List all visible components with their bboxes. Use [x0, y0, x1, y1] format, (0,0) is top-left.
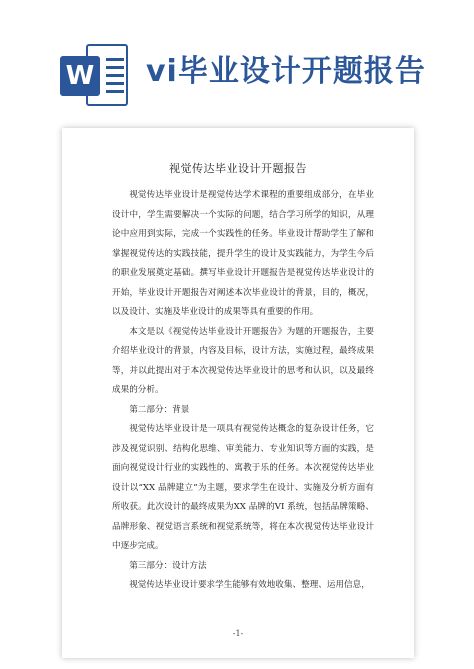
document-page — [62, 128, 414, 658]
document-title: 视觉传达毕业设计开题报告 — [169, 162, 307, 175]
paragraph: 视觉传达毕业设计是一项具有视觉传达概念的复杂设计任务，它涉及视觉识别、结构化思维、审美能力、专业知识等方面的实践，是面向视觉设计行业的实践性的、寓教于乐的任务。本次视觉传达毕业设计以“XX 品牌建立”为主题，要求学生在设计、实施及分析方面有所收获。此次设计的最终成果为XX 品牌的VI 系统，包括品牌策略、品牌形象、视觉语言系统和视觉系统等，将在本次视觉传达毕业设计中逐步完成。 — [112, 424, 374, 551]
banner-title: vi毕业设计开题报告 — [146, 54, 426, 89]
page-number: -1- — [232, 629, 244, 638]
header-banner — [0, 0, 474, 120]
word-document-icon — [60, 44, 130, 106]
paragraph: 视觉传达毕业设计要求学生能够有效地收集、整理、运用信息， — [129, 580, 370, 590]
document-body — [62, 186, 414, 596]
word-logo-badge: W — [60, 56, 100, 96]
section-heading: 第二部分：背景 — [129, 404, 190, 415]
section-heading: 第三部分：设计方法 — [129, 560, 207, 571]
paragraph: 视觉传达毕业设计是视觉传达学术课程的重要组成部分，在毕业设计中，学生需要解决一个实际的问题，结合学习所学的知识，从理论中应用到实际，完成一个实践性的任务。毕业设计帮助学生了解和掌握视觉传达的实践技能，提升学生的设计及实践能力，为学生今后的职业发展奠定基础。撰写毕业设计开题报告是视觉传达毕业设计的开始，毕业设计开题报告对阐述本次毕业设计的背景，目的，概况，以及设计、实施及毕业设计的成果等具有重要的作用。 — [112, 190, 374, 317]
paragraph: 本文是以《视觉传达毕业设计开题报告》为题的开题报告，主要介绍毕业设计的背景，内容及目标，设计方法，实施过程，最终成果等，并以此提出对于本次视觉传达毕业设计的思考和认识，以及最终成果的分析。 — [112, 326, 374, 395]
